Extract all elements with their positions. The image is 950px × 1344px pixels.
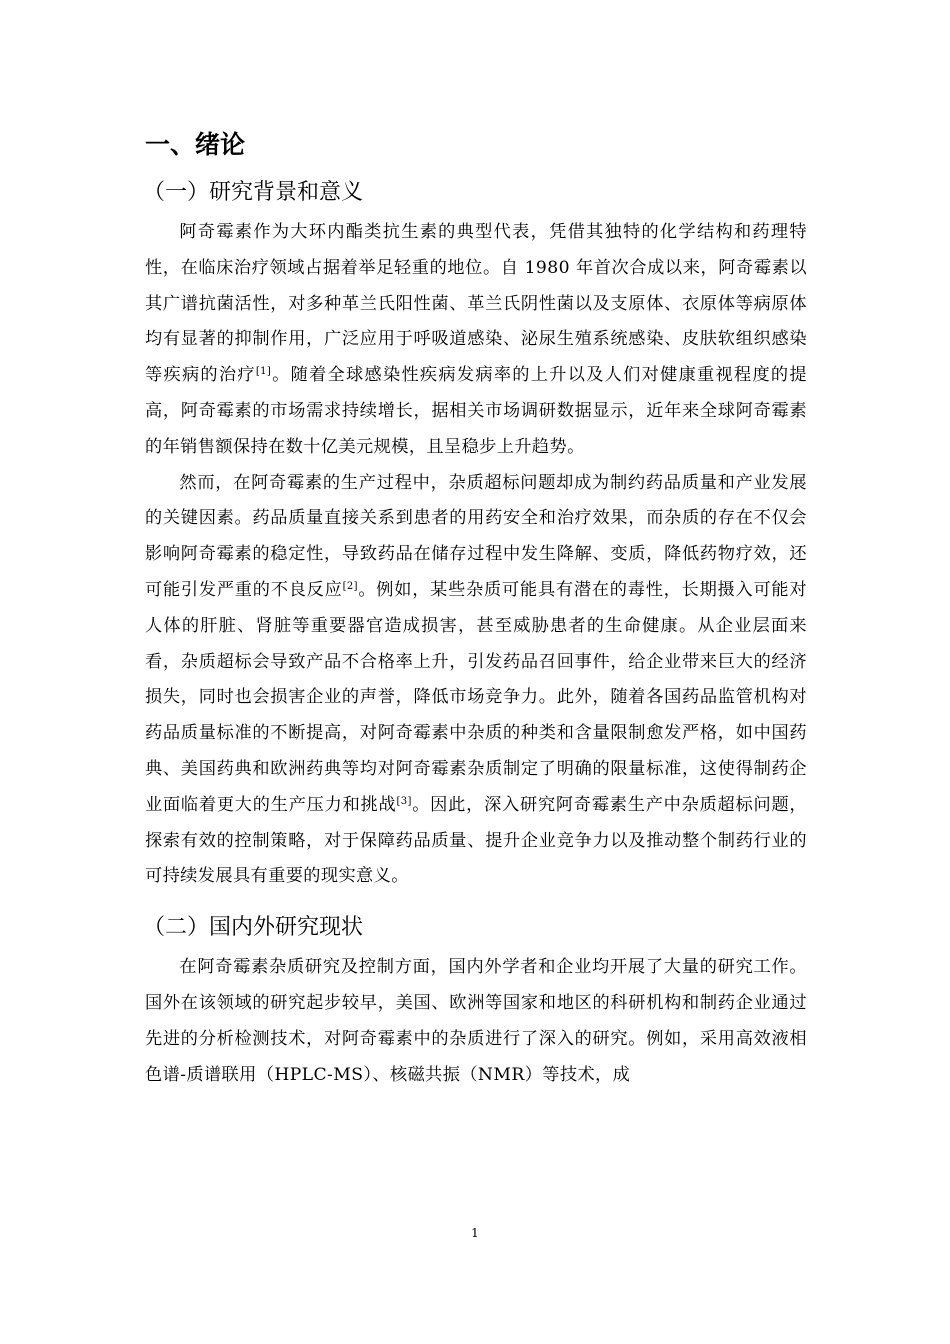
paragraph-text: 然而，在阿奇霉素的生产过程中，杂质超标问题却成为制约药品质量和产业发展的关键因素。药品质量直接关系到患者的用药安全和治疗效果，而杂质的存在不仅会影响阿奇霉素的稳定性，导致药品在储存过程中发生降解、变质，降低药物疗效，还可能引发严重的不良反应 [145, 472, 807, 600]
chapter-title: 一、绪论 [145, 130, 246, 159]
citation-ref: [1] [255, 366, 272, 378]
section-heading-research-status: （二）国内外研究现状 [143, 915, 364, 941]
paragraph-text: 。因此，深入研究阿奇霉素生产中杂质超标问题，探索有效的控制策略，对于保障药品质量、提升企业竞争力以及推动整个制药行业的可持续发展具有重要的现实意义。 [145, 794, 807, 887]
page-content [145, 120, 807, 1093]
section-heading-background: （一）研究背景和意义 [143, 180, 364, 205]
paragraph-text: 阿奇霉素作为大环内酯类抗生素的典型代表，凭借其独特的化学结构和药理特性，在临床治疗领域占据着举足轻重的地位。自 1980 年首次合成以来，阿奇霉素以其广谱抗菌活性，对多种革兰氏阳性菌、革兰氏阴性菌以及支原体、衣原体等病原体均有显著的抑制作用，广泛应用于呼吸道感染、泌尿生殖系统感染、皮肤软组织感染等疾病的治疗 [145, 222, 807, 386]
paragraph-text: 在阿奇霉素杂质研究及控制方面，国内外学者和企业均开展了大量的研究工作。国外在该领域的研究起步较早，美国、欧洲等国家和地区的科研机构和制药企业通过先进的分析检测技术，对阿奇霉素中的杂质进行了深入的研究。例如，采用高效液相色谱-质谱联用（HPLC-MS）、核磁共振（NMR）等技术，成 [145, 957, 807, 1085]
paragraph-background-2 [145, 466, 807, 896]
paragraph-research-status-1 [145, 950, 807, 1093]
paragraph-text: 。随着全球感染性疾病发病率的上升以及人们对健康重视程度的提高，阿奇霉素的市场需求持续增长，据相关市场调研数据显示，近年来全球阿奇霉素的年销售额保持在数十亿美元规模，且呈稳步上升趋势。 [145, 365, 807, 457]
paragraph-background-1 [145, 215, 807, 466]
page-number: 1 [471, 1226, 479, 1240]
paragraph-text: 。例如，某些杂质可能具有潜在的毒性，长期摄入可能对人体的肝脏、肾脏等重要器官造成损害，甚至威胁患者的生命健康。从企业层面来看，杂质超标会导致产品不合格率上升，引发药品召回事件，给企业带来巨大的经济损失，同时也会损害企业的声誉，降低市场竞争力。此外，随着各国药品监管机构对药品质量标准的不断提高，对阿奇霉素中杂质的种类和含量限制愈发严格，如中国药典、美国药典和欧洲药典等均对阿奇霉素杂质制定了明确的限量标准，这使得制药企业面临着更大的生产压力和挑战 [145, 579, 807, 815]
citation-ref: [3] [396, 795, 412, 807]
citation-ref: [2] [342, 580, 358, 592]
